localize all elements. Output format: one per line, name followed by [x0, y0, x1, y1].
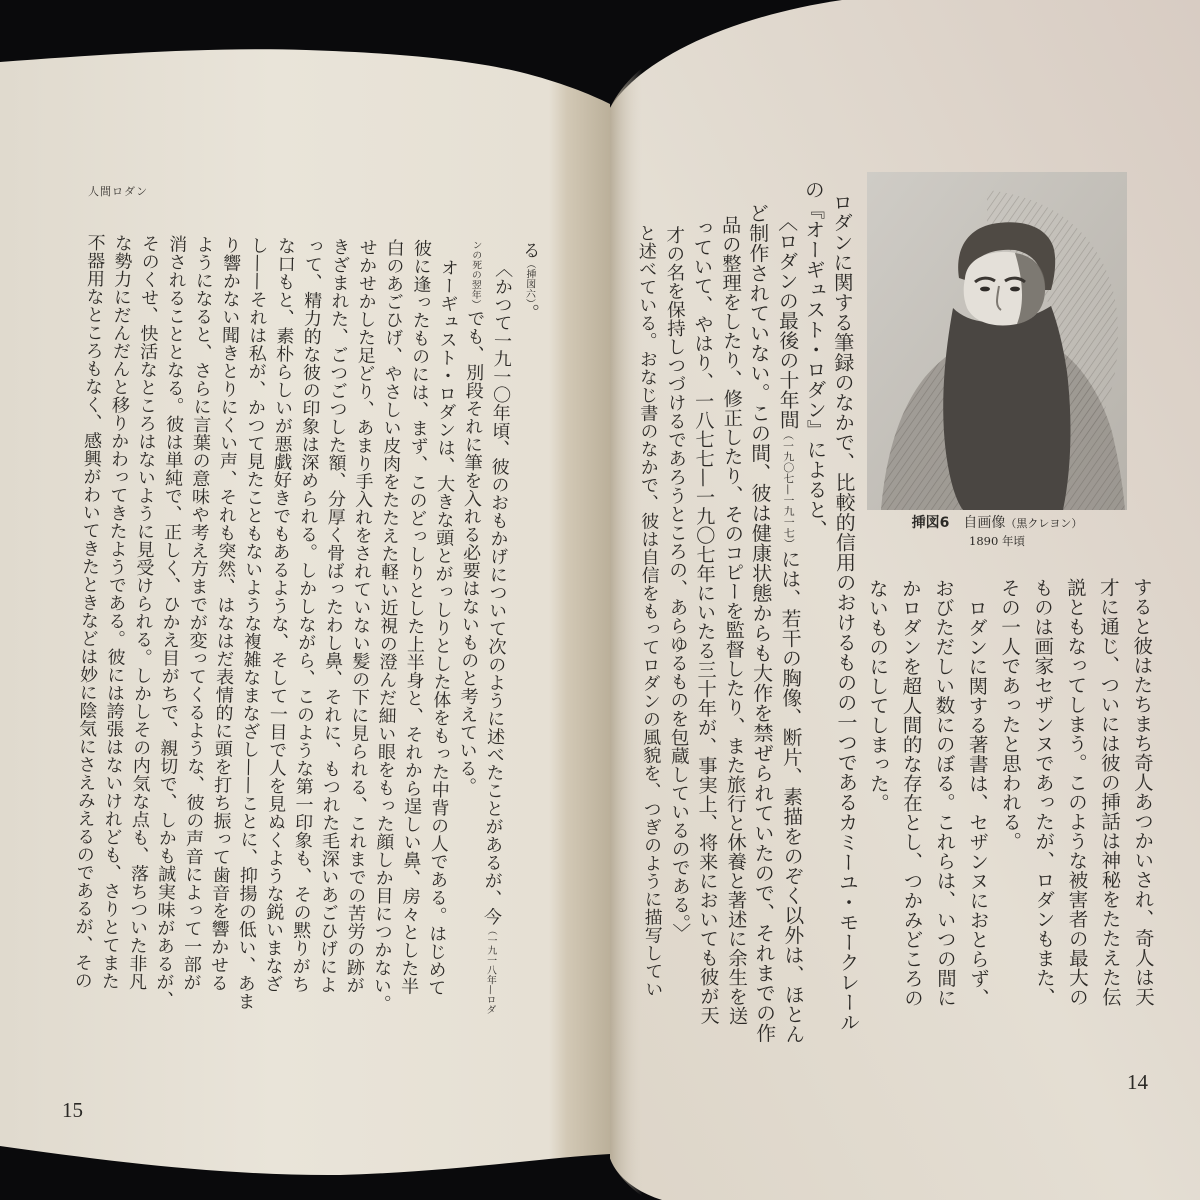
text-column: 才に通じ、ついには彼の挿話は神秘をたたえた伝 — [1096, 577, 1123, 1007]
column-text: 。 — [518, 303, 540, 322]
text-column: かロダンを超人間的な存在とし、つかみどころの — [898, 578, 925, 1008]
text-column: そのくせ、快活なところはないように見受けられる。しかしその内気な点も、落ちついた非凡 — [125, 234, 161, 991]
text-column: せかせかした足どり、あまり手入れをされていない髪の下に見られる、これまでの苦労の跡が — [343, 237, 378, 995]
column-text: 〈かつて一九一〇年頃、彼のおもかげについて次のように述べたことがあるが、今 — [480, 259, 514, 926]
page-number-left: 15 — [62, 1098, 83, 1122]
figure-title: 自画像 — [963, 515, 1006, 531]
figure-reference-note: （挿図六） — [523, 258, 536, 304]
text-column: ロダンに関する筆録のなかで、比較的信用のおけるものの一つであるカミーユ・モークレール — [829, 192, 861, 1033]
bearded-man-portrait-image — [867, 172, 1127, 510]
text-column: 消されることとなる。彼は単純で、正しく、ひかえ目がちで、親切で、しかも誠実味があるが、 — [152, 234, 188, 1009]
column-text: る — [519, 240, 541, 260]
text-column: り響かない聞きとりにくい声、それも突然、はなはだ表情的に頭を打ち振って歯音を響かせる — [207, 235, 242, 992]
left-page-text — [67, 233, 544, 1041]
right-page-main-text — [631, 169, 863, 1051]
figure-date: 1890 年頃 — [969, 534, 1025, 548]
date-note: （一九〇七—一九一七） — [781, 429, 796, 550]
text-column: ロダンに関する著書は、セザンヌにおとらず、 — [964, 598, 991, 1008]
text-column: ようになると、さらに言葉の意味や考え方までが変ってくるような、彼の声音によって一部が — [180, 234, 215, 992]
column-text: 〈ロダンの最後の十年間 — [774, 211, 800, 430]
text-column: な勢力にだんだんと移りかわってきたようである。彼には誇張はないけれども、さりとてまた — [98, 233, 133, 990]
text-column: すると彼はたちまち奇人あつかいされ、奇人は天 — [1129, 577, 1156, 1007]
date-note: （一九一八年—ロダ — [484, 925, 497, 1015]
text-column: 才の名を保持しつづけるであろうところの、あらゆるものを包蔵しているのである。〉 — [663, 225, 691, 942]
text-column: おびただしい数にのぼる。これらは、いつの間に — [931, 578, 958, 1008]
figure-medium: （黒クレヨン） — [1005, 517, 1083, 530]
figure-caption — [857, 514, 1137, 549]
page-number-right: 14 — [1127, 1070, 1148, 1094]
text-column: ものは画家セザンヌであったが、ロダンもまた、 — [1030, 577, 1057, 1007]
text-column: ど制作されていない。この間、彼は健康状態からも大作を禁ぜられていたので、それまでの作 — [745, 202, 777, 1043]
text-column: 不器用なところもなく、感興がわいてきたときなどは妙に陰気にさえみえるのであるが、その — [71, 233, 106, 990]
running-head: 人間ロダン — [88, 185, 149, 198]
text-column: 白のあごひげ、やさしい皮肉をたたえた軽い近視の澄んだ細い眼をもった顔しか目につかない。 — [370, 238, 405, 1013]
right-page-lower-text — [861, 577, 1160, 1029]
column-text: には、若干の胸像、断片、素描をのぞく以外は、ほとん — [777, 549, 805, 1044]
text-column: 彼に逢ったものには、まず、このどっしりとした上半身と、それから逞しい鼻、房々とした半 — [397, 238, 433, 996]
text-column: っていて、やはり、一八七七—一九〇七年にいたる三十年が、事実上、将来においても彼が天 — [690, 218, 721, 1025]
portrait-illustration — [867, 172, 1127, 510]
text-column: きざまれた、ごつごつした額、分厚く骨ばったわし鼻、それに、もつれた毛深いあごひげによ — [316, 237, 351, 994]
text-column: その一人であったと思われる。 — [997, 577, 1023, 852]
text-column: って、精力的な彼の印象は深められる。しかしながら、このような第一印象も、その黙りがち — [289, 236, 324, 994]
text-column: 品の整理をしたり、修正したり、そのコピーを監督したり、また旅行と休養と著述に余生を送 — [718, 215, 749, 1026]
figure-caption-title — [857, 514, 1137, 533]
text-column: し——それは私が、かつて見たこともないような複雑なまなざし——ことに、抑揚の低い、あま — [234, 235, 269, 1011]
date-note: ンの死の翌年） — [469, 239, 482, 310]
text-column: ないものにしてしまった。 — [865, 578, 891, 813]
text-column: 説ともなってしまう。このような被害者の最大の — [1063, 577, 1090, 1007]
text-column: の『オーギュスト・ロダン』によると、 — [801, 179, 829, 540]
column-text: でも、別段それに筆を入れる必要はないものと考えている。 — [455, 308, 486, 796]
text-column: オーギュスト・ロダンは、大きな頭とがっしりとした体をもった中背の人である。はじめて — [425, 258, 460, 997]
figure-label: 挿図6 — [911, 515, 950, 531]
text-column: な口もと、素朴らしいが悪戯好きでもあるような、そして一目で人を見ぬくような鋭いまなざ — [261, 236, 297, 993]
text-column: と述べている。おなじ書のなかで、彼は自信をもってロダンの風貌を、つぎのように描写してい — [635, 223, 664, 998]
